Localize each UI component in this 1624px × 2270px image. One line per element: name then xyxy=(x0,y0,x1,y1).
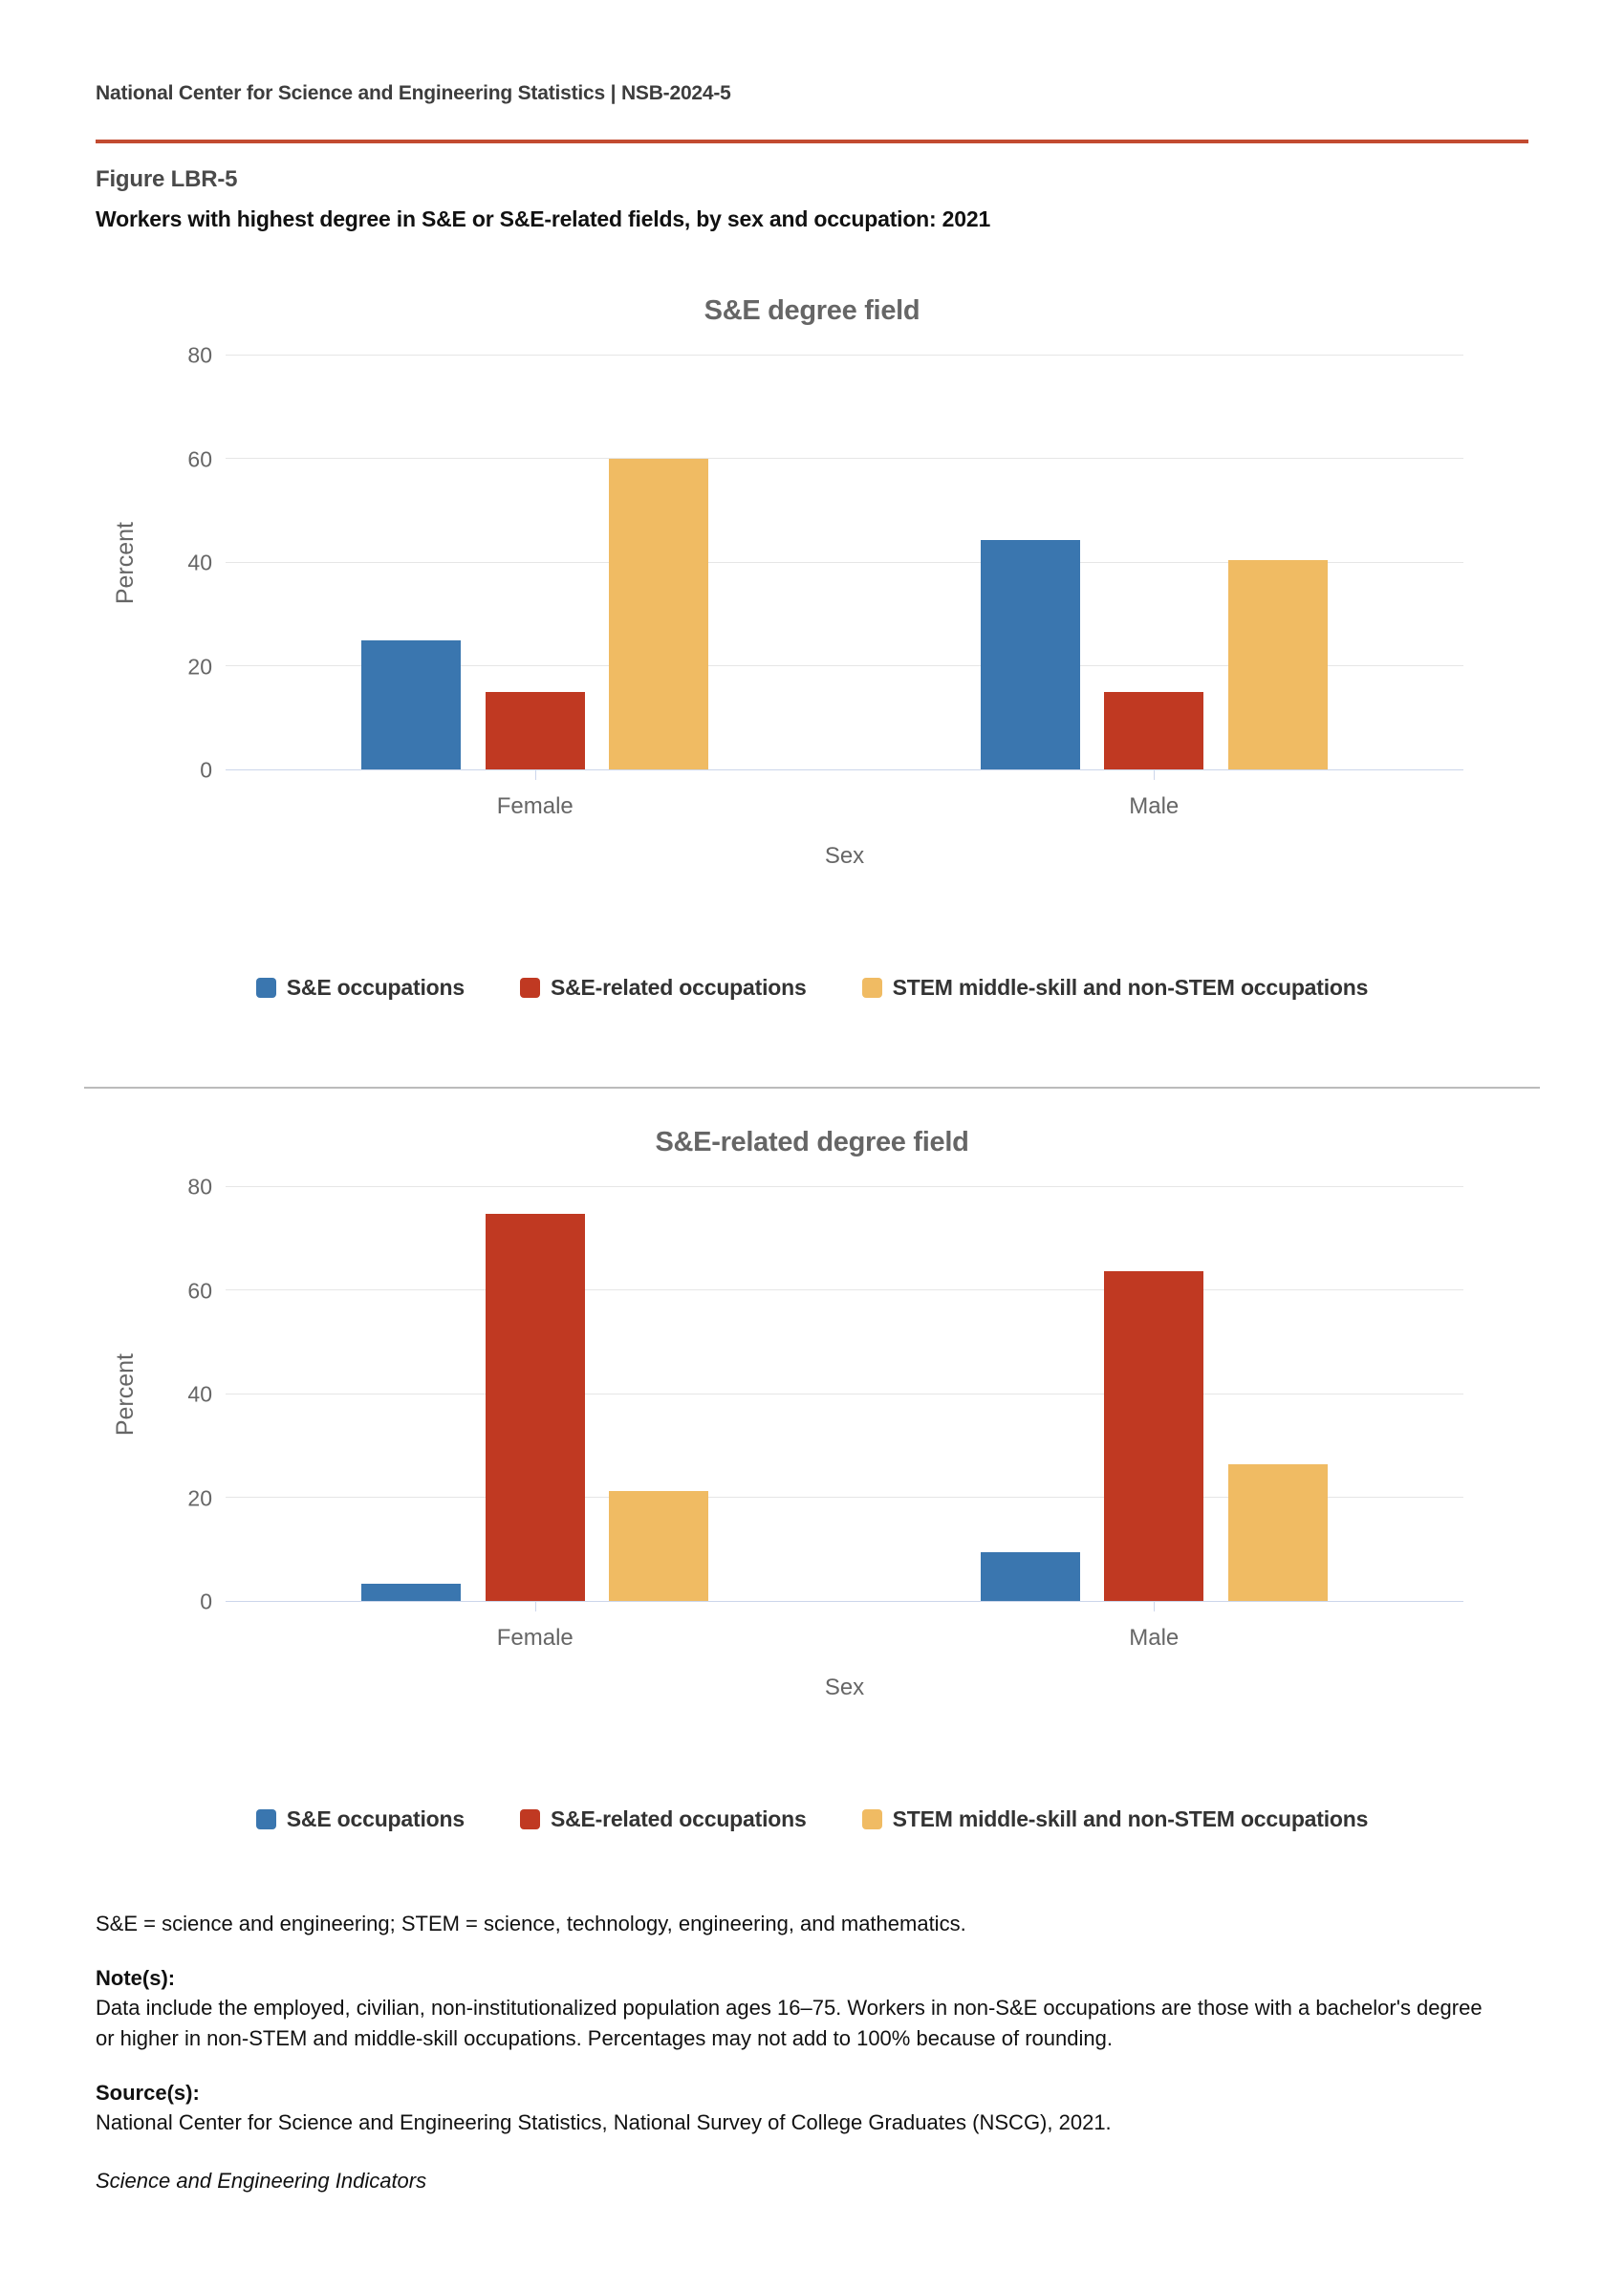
notes-body: Data include the employed, civilian, non-institutionalized population ages 16–75. Workers in non-S&E occupations are those with a bachelor's degree or higher in non-STEM and middle-skill occupations. Percentages may not add to 100% because of rounding. xyxy=(96,1996,1483,2050)
chart-body xyxy=(96,342,1528,783)
bar-male-series-1[interactable] xyxy=(1104,692,1203,769)
figure-title: Workers with highest degree in S&E or S&E-related fields, by sex and occupation: 2021 xyxy=(96,206,991,231)
section-divider xyxy=(84,1087,1540,1089)
y-axis-title: Percent xyxy=(111,1352,139,1437)
legend-swatch-series-0 xyxy=(256,978,276,998)
bar-male-series-0[interactable] xyxy=(981,540,1080,769)
legend-swatch-series-2 xyxy=(862,1809,882,1829)
plot-area xyxy=(226,1187,1463,1602)
y-tick-label-20: 20 xyxy=(187,1485,212,1510)
x-axis-area xyxy=(226,793,1463,870)
legend-swatch-series-1 xyxy=(520,1809,540,1829)
chart-section-se-degree xyxy=(96,295,1528,1001)
x-axis-tick xyxy=(1154,769,1155,780)
x-category-label-male: Male xyxy=(1129,1625,1180,1651)
y-tick-label-40: 40 xyxy=(187,1381,212,1407)
source-body: National Center for Science and Engineering Statistics, National Survey of College Graduates (NSCG), 2021. xyxy=(96,2110,1112,2135)
legend-swatch-series-2 xyxy=(862,978,882,998)
gridline-60 xyxy=(226,458,1463,459)
legend-item-series-0[interactable] xyxy=(256,1806,465,1832)
x-axis-tick xyxy=(1154,1601,1155,1611)
legend xyxy=(96,1806,1528,1832)
legend-label-series-2: STEM middle-skill and non-STEM occupations xyxy=(892,975,1369,1000)
abbreviations-note: S&E = science and engineering; STEM = science, technology, engineering, and mathematics. xyxy=(96,1912,966,1935)
y-axis-title-column xyxy=(96,1187,155,1602)
x-axis-area xyxy=(226,1625,1463,1701)
chart-section-se-related-degree xyxy=(96,1127,1528,1832)
plot-wrap xyxy=(226,356,1463,770)
legend-label-series-1: S&E-related occupations xyxy=(550,1806,807,1831)
gridline-80 xyxy=(226,1186,1463,1187)
y-tick-label-80: 80 xyxy=(187,342,212,368)
y-tick-label-60: 60 xyxy=(187,1278,212,1303)
y-axis-labels xyxy=(155,342,212,783)
y-tick-label-0: 0 xyxy=(200,1589,212,1614)
chart-body xyxy=(96,1174,1528,1614)
bar-male-series-0[interactable] xyxy=(981,1552,1080,1601)
document-header: National Center for Science and Engineering Statistics | NSB-2024-5 xyxy=(96,82,731,104)
x-axis-title-row xyxy=(226,843,1463,870)
legend-item-series-1[interactable] xyxy=(520,1806,807,1832)
y-tick-label-80: 80 xyxy=(187,1174,212,1200)
bar-female-series-1[interactable] xyxy=(486,692,585,769)
legend-label-series-0: S&E occupations xyxy=(286,1806,465,1831)
y-tick-label-0: 0 xyxy=(200,757,212,783)
bar-female-series-0[interactable] xyxy=(361,640,461,769)
x-axis-labels xyxy=(226,793,1463,826)
legend-item-series-1[interactable] xyxy=(520,975,807,1001)
figure-label: Figure LBR-5 xyxy=(96,166,238,192)
chart-title: S&E degree field xyxy=(704,295,920,326)
x-category-label-female: Female xyxy=(496,1625,574,1651)
y-axis-labels xyxy=(155,1174,212,1614)
x-axis-labels xyxy=(226,1625,1463,1657)
x-axis-tick xyxy=(535,1601,536,1611)
plot-area xyxy=(226,356,1463,770)
legend-item-series-2[interactable] xyxy=(862,975,1369,1001)
notes-heading: Note(s): xyxy=(96,1966,176,1991)
legend-item-series-2[interactable] xyxy=(862,1806,1369,1832)
footnotes xyxy=(96,1909,1528,2196)
bar-male-series-2[interactable] xyxy=(1228,560,1328,769)
y-tick-label-20: 20 xyxy=(187,654,212,679)
bar-female-series-2[interactable] xyxy=(609,459,708,769)
gridline-80 xyxy=(226,355,1463,356)
indicators-footer: Science and Engineering Indicators xyxy=(96,2169,427,2194)
source-heading: Source(s): xyxy=(96,2080,200,2105)
legend-item-series-0[interactable] xyxy=(256,975,465,1001)
legend-swatch-series-1 xyxy=(520,978,540,998)
gridline-60 xyxy=(226,1289,1463,1290)
legend-swatch-series-0 xyxy=(256,1809,276,1829)
header-rule xyxy=(96,140,1528,143)
plot-wrap xyxy=(226,1187,1463,1602)
x-axis-title-row xyxy=(226,1675,1463,1701)
x-category-label-female: Female xyxy=(496,793,574,819)
bar-male-series-1[interactable] xyxy=(1104,1271,1203,1601)
x-category-label-male: Male xyxy=(1129,793,1180,819)
y-tick-label-60: 60 xyxy=(187,446,212,471)
x-axis-tick xyxy=(535,769,536,780)
legend xyxy=(96,975,1528,1001)
bar-female-series-0[interactable] xyxy=(361,1584,461,1601)
chart-title: S&E-related degree field xyxy=(655,1127,969,1157)
x-axis-title: Sex xyxy=(824,1675,865,1700)
bar-male-series-2[interactable] xyxy=(1228,1464,1328,1601)
bar-female-series-1[interactable] xyxy=(486,1214,585,1601)
bar-female-series-2[interactable] xyxy=(609,1491,708,1601)
y-axis-title-column xyxy=(96,356,155,770)
legend-label-series-2: STEM middle-skill and non-STEM occupations xyxy=(892,1806,1369,1831)
x-axis-title: Sex xyxy=(824,843,865,869)
legend-label-series-0: S&E occupations xyxy=(286,975,465,1000)
y-tick-label-40: 40 xyxy=(187,550,212,575)
legend-label-series-1: S&E-related occupations xyxy=(550,975,807,1000)
y-axis-title: Percent xyxy=(111,521,139,605)
